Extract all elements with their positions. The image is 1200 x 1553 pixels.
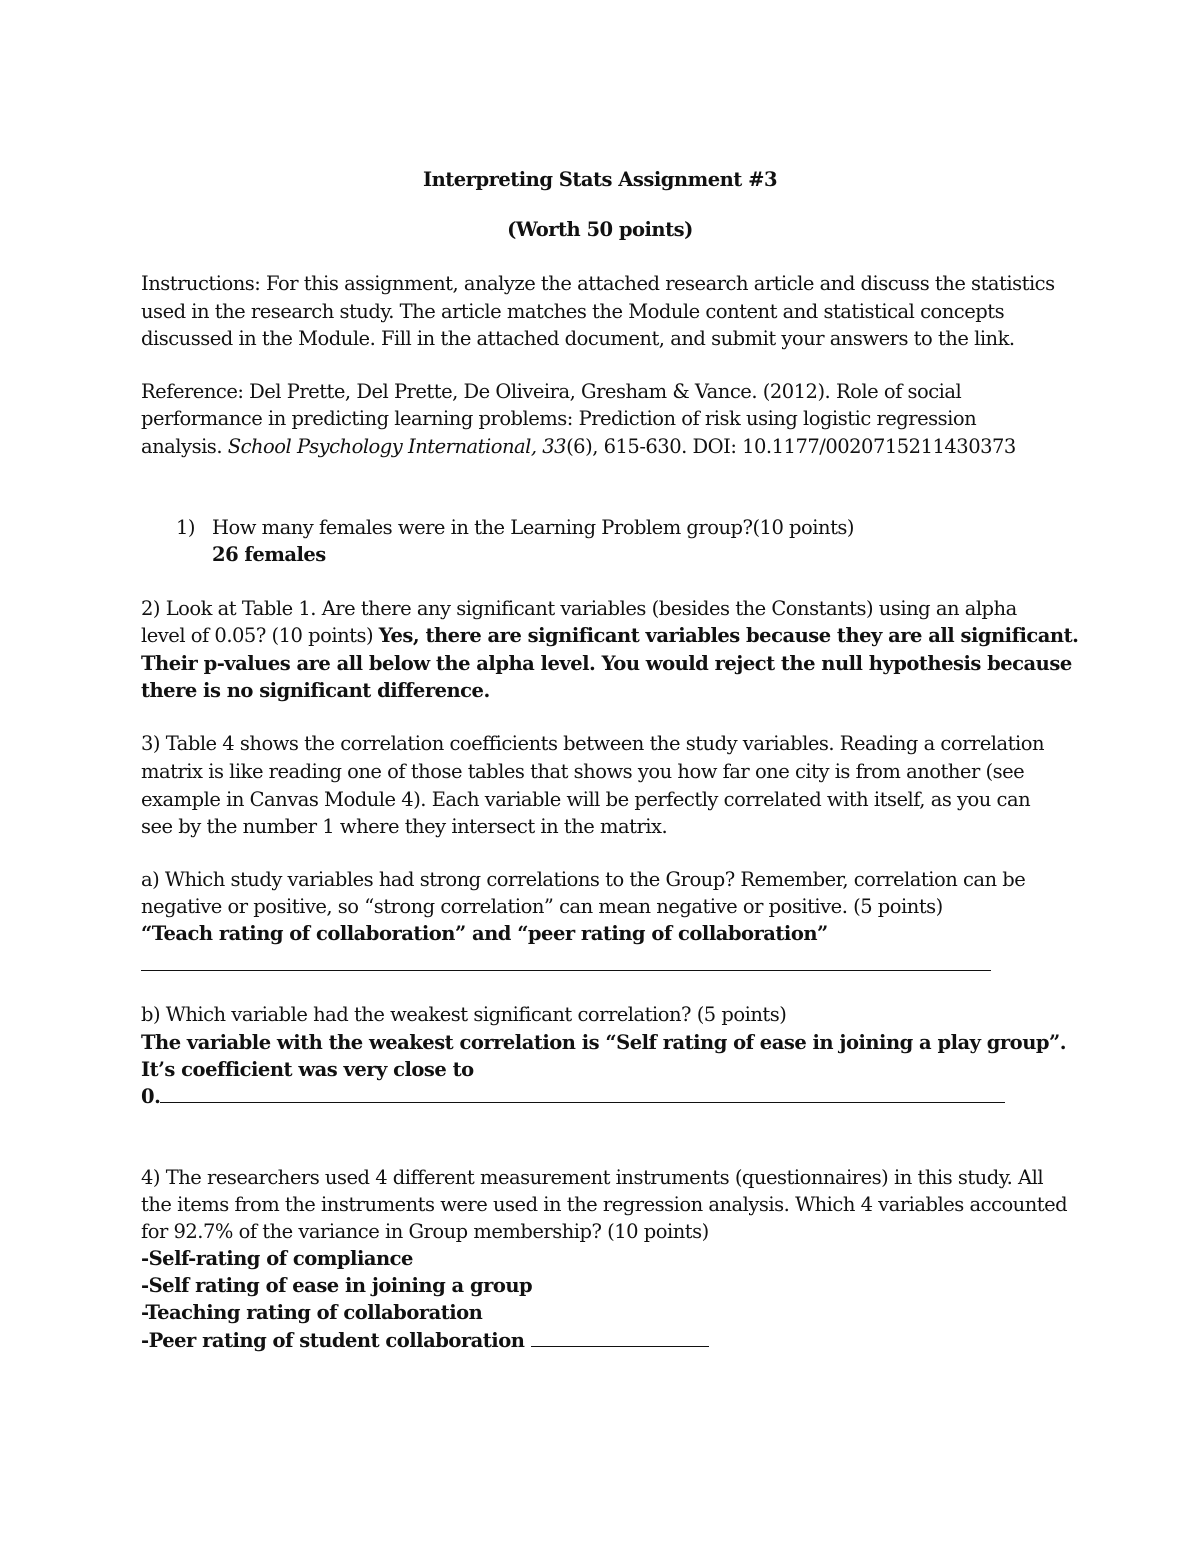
instructions-line: discussed in the Module. Fill in the attached document, and submit your answers to the link. — [141, 327, 1015, 350]
question-3-intro: see by the number 1 where they intersect in the matrix. — [141, 815, 668, 838]
answer-2-line: Their p-values are all below the alpha level. You would reject the null hypothesis because — [141, 652, 1072, 675]
answer-blank-line — [531, 1327, 709, 1347]
question-3a-line: negative or positive, so “strong correlation” can mean negative or positive. (5 points) — [141, 895, 943, 918]
reference-text: (6), 615-630. DOI: 10.1177/0020715211430373 — [566, 435, 1016, 458]
answer-4-item: -Self rating of ease in joining a group — [141, 1274, 533, 1297]
reference-line — [141, 433, 1016, 461]
question-2-text: level of 0.05? (10 points) — [141, 624, 379, 647]
question-2: 2) Look at Table 1. Are there any significant variables (besides the Constants) using an alpha — [141, 597, 1017, 620]
question-4-line: for 92.7% of the variance in Group membership? (10 points) — [141, 1220, 709, 1243]
question-3-intro: example in Canvas Module 4). Each variable will be perfectly correlated with itself, as you can — [141, 788, 1031, 811]
question-number: 1) — [176, 516, 196, 539]
instructions-line: used in the research study. The article matches the Module content and statistical concepts — [141, 300, 1005, 323]
answer-2-line: there is no significant difference. — [141, 679, 490, 702]
points-worth: (Worth 50 points) — [507, 218, 693, 241]
reference-text: analysis. — [141, 435, 228, 458]
question-3-intro: matrix is like reading one of those tables that shows you how far one city is from another (see — [141, 760, 1025, 783]
answer-3a: “Teach rating of collaboration” and “peer rating of collaboration” — [141, 922, 828, 945]
question-4-line: the items from the instruments were used in the regression analysis. Which 4 variables accounted — [141, 1193, 1068, 1216]
answer-4-item: -Peer rating of student collaboration — [141, 1329, 531, 1352]
answer-1: 26 females — [212, 543, 326, 566]
question-2-line — [141, 622, 1078, 650]
question-4: 4) The researchers used 4 different measurement instruments (questionnaires) in this study. All — [141, 1166, 1044, 1189]
answer-4-item: -Self-rating of compliance — [141, 1247, 413, 1270]
answer-4-item: -Teaching rating of collaboration — [141, 1301, 483, 1324]
answer-blank-line — [160, 1083, 1005, 1103]
answer-3b-line — [141, 1083, 1005, 1111]
answer-3b: The variable with the weakest correlation is “Self rating of ease in joining a play group”. — [141, 1031, 1067, 1054]
reference-line: performance in predicting learning problems: Prediction of risk using logistic regression — [141, 407, 977, 430]
answer-4-item-line — [141, 1327, 709, 1355]
answer-3b-value: 0. — [141, 1085, 161, 1108]
answer-2: Yes, there are significant variables because they are all significant. — [378, 624, 1079, 647]
answer-blank-line — [141, 970, 991, 971]
question-1: How many females were in the Learning Problem group?(10 points) — [212, 516, 855, 539]
question-3-intro: 3) Table 4 shows the correlation coefficients between the study variables. Reading a correlation — [141, 732, 1044, 755]
journal-title: School Psychology International, 33 — [227, 435, 567, 458]
page-title: Interpreting Stats Assignment #3 — [422, 168, 778, 191]
answer-3b-line: It’s coefficient was very close to — [141, 1058, 474, 1081]
question-3a: a) Which study variables had strong correlations to the Group? Remember, correlation can be — [141, 868, 1026, 891]
question-3b: b) Which variable had the weakest significant correlation? (5 points) — [141, 1003, 787, 1026]
reference-line: Reference: Del Prette, Del Prette, De Oliveira, Gresham & Vance. (2012). Role of social — [141, 380, 962, 403]
instructions-line: Instructions: For this assignment, analyze the attached research article and discuss the statistics — [141, 272, 1055, 295]
